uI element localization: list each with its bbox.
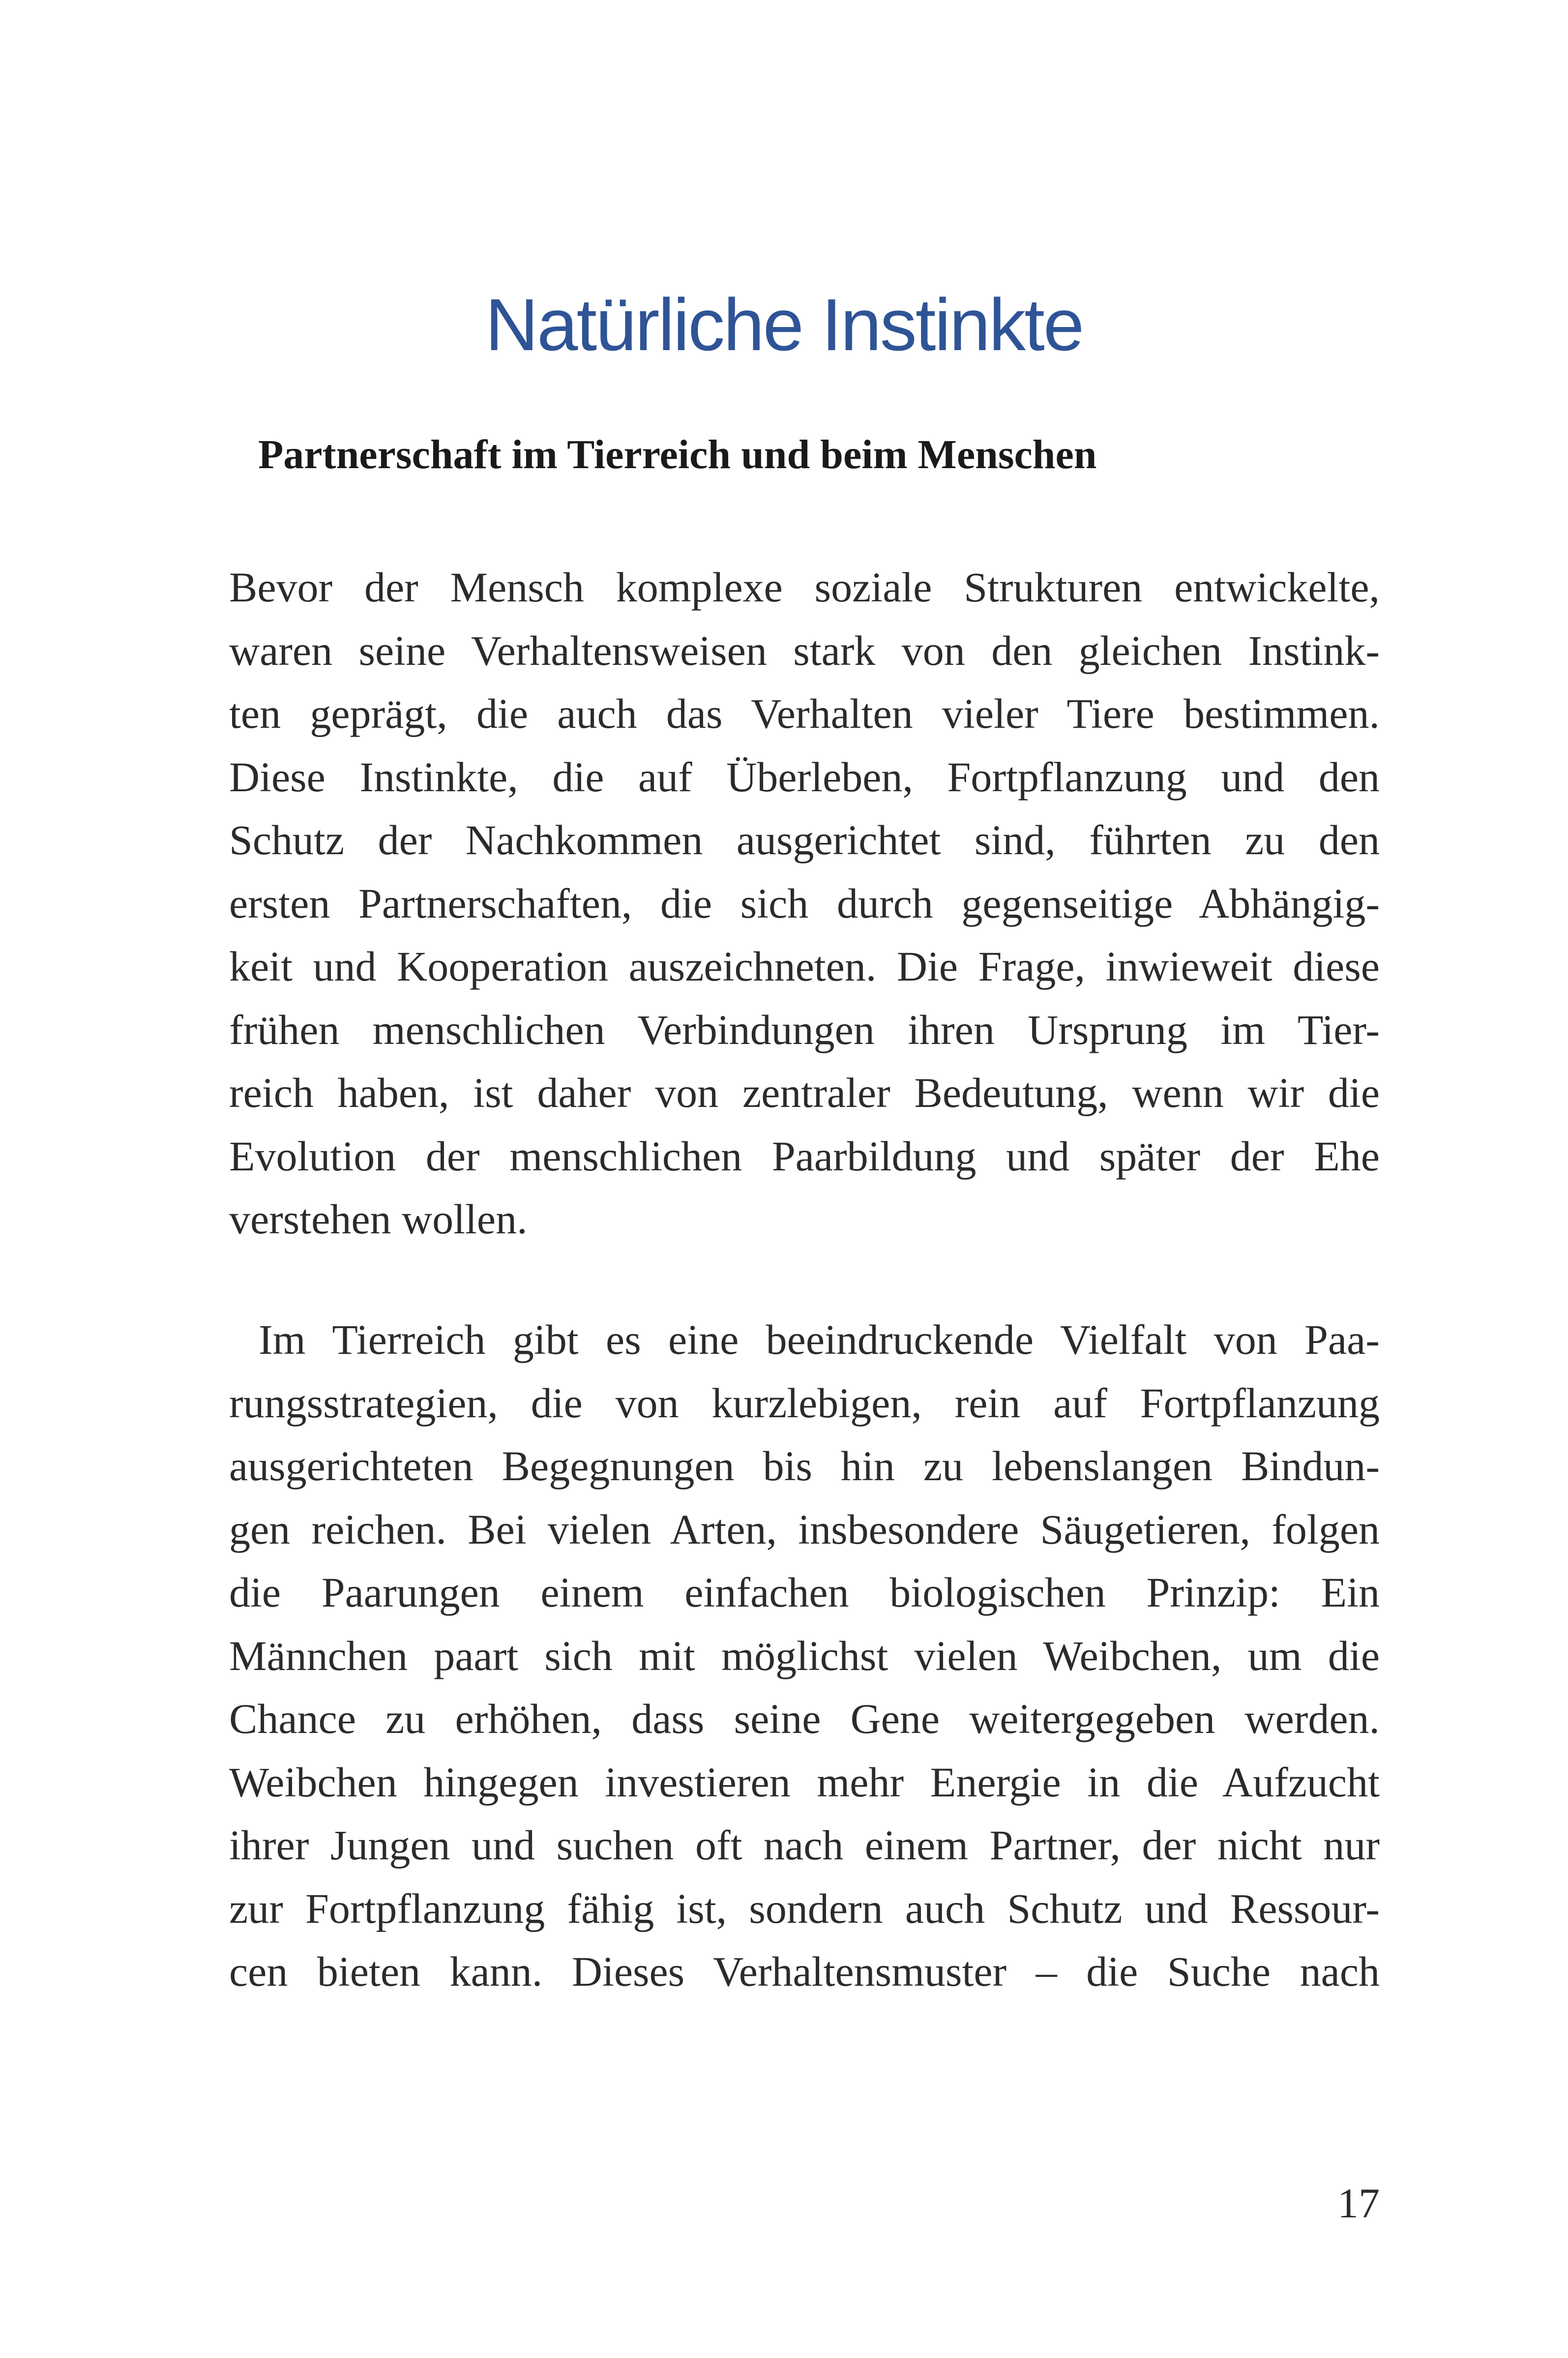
text-line: Bevor der Mensch komplexe soziale Strukturen entwickelte, (229, 564, 1380, 611)
text-line: Diese Instinkte, die auf Überleben, Fortpflanzung und den (229, 753, 1380, 801)
text-line: ersten Partnerschaften, die sich durch gegenseitige Abhängig- (229, 879, 1380, 927)
page-number: 17 (1337, 2179, 1380, 2227)
text-line: gen reichen. Bei vielen Arten, insbesondere Säugetieren, folgen (229, 1505, 1380, 1553)
text-line: frühen menschlichen Verbindungen ihren Ursprung im Tier- (229, 1006, 1380, 1053)
text-line: ten geprägt, die auch das Verhalten vieler Tiere bestimmen. (229, 690, 1380, 737)
section-heading: Partnerschaft im Tierreich und beim Menschen (258, 432, 1097, 478)
text-line: keit und Kooperation auszeichneten. Die Frage, inwieweit diese (229, 943, 1380, 990)
text-line: zur Fortpflanzung fähig ist, sondern auch Schutz und Ressour- (229, 1884, 1380, 1932)
text-line: Im Tierreich gibt es eine beeindruckende Vielfalt von Paa- (259, 1316, 1380, 1363)
text-line: rungsstrategien, die von kurzlebigen, rein auf Fortpflanzung (229, 1379, 1380, 1427)
text-line: ihrer Jungen und suchen oft nach einem Partner, der nicht nur (229, 1821, 1380, 1869)
body-paragraph-1 (229, 556, 1380, 1251)
text-line: die Paarungen einem einfachen biologischen Prinzip: Ein (229, 1569, 1380, 1616)
text-line: reich haben, ist daher von zentraler Bedeutung, wenn wir die (229, 1069, 1380, 1116)
text-line: Evolution der menschlichen Paarbildung und später der Ehe (229, 1132, 1380, 1180)
text-line: Weibchen hingegen investieren mehr Energie in die Aufzucht (229, 1758, 1380, 1806)
text-line: cen bieten kann. Dieses Verhaltensmuster – die Suche nach (229, 1948, 1380, 1995)
text-line: ausgerichteten Begegnungen bis hin zu lebenslangen Bindun- (229, 1442, 1380, 1490)
text-line: verstehen wollen. (229, 1195, 528, 1243)
text-line: waren seine Verhaltensweisen stark von den gleichen Instink- (229, 627, 1380, 674)
text-line: Schutz der Nachkommen ausgerichtet sind, führten zu den (229, 816, 1380, 864)
chapter-title: Natürliche Instinkte (485, 283, 1083, 366)
body-paragraph-2 (229, 1308, 1380, 2003)
text-line: Männchen paart sich mit möglichst vielen Weibchen, um die (229, 1632, 1380, 1679)
text-line: Chance zu erhöhen, dass seine Gene weitergegeben werden. (229, 1695, 1380, 1742)
